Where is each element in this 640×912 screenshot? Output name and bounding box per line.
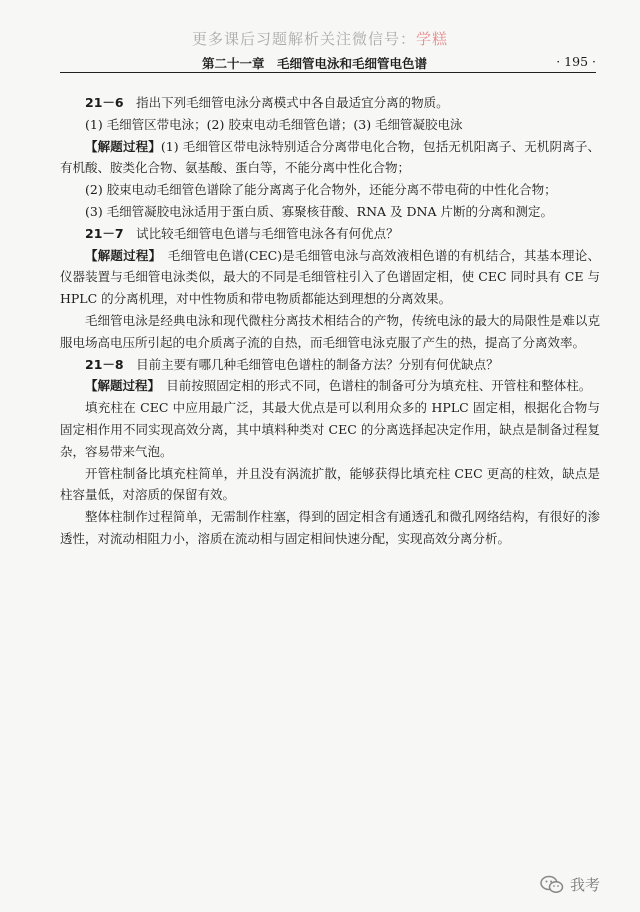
solution-paragraph: 整体柱制作过程简单，无需制作柱塞，得到的固定相含有通透孔和微孔网络结构，有很好的渗透性，对流动相阻力小，溶质在流动相与固定相间快速分配，实现高效分离分析。: [60, 509, 600, 546]
watermark-text: 更多课后习题解析关注微信号：: [191, 30, 416, 48]
question-number: 21－7: [85, 225, 124, 241]
solution-21-8: [60, 375, 600, 397]
question-options: (1) 毛细管区带电泳；(2) 胶束电动毛细管色谱；(3) 毛细管凝胶电泳: [85, 116, 463, 132]
question-text: 指出下列毛细管电泳分离模式中各自最适宜分离的物质。: [136, 95, 449, 110]
question-text: 目前主要有哪几种毛细管电色谱柱的制备方法？分别有何优缺点？: [136, 356, 499, 372]
solution-label: 【解题过程】: [85, 378, 154, 394]
watermark-brand: 学糕: [416, 30, 449, 48]
solution-21-7: [60, 245, 600, 310]
page-header: [60, 54, 596, 73]
watermark: [0, 28, 640, 49]
page-content: [60, 92, 600, 550]
question-number: 21－6: [85, 95, 124, 110]
question-text: 试比较毛细管电色谱与毛细管电泳各有何优点？: [136, 225, 399, 241]
solution-text: (1) 毛细管区带电泳特别适合分离带电化合物，包括无机阳离子、无机阴离子、有机酸、胺类化合物、氨基酸、蛋白等，不能分离中性化合物；: [60, 138, 600, 176]
wechat-icon: [540, 875, 564, 895]
chapter-title: 第二十一章 毛细管电泳和毛细管电色谱: [202, 56, 428, 71]
page-number: · 195 ·: [556, 54, 596, 69]
question-21-8: [60, 354, 600, 376]
solution-paragraph: (3) 毛细管凝胶电泳适用于蛋白质、寡聚核苷酸、RNA 及 DNA 片断的分离和测定。: [85, 203, 553, 219]
question-number: 21－8: [85, 356, 124, 372]
question-21-6: [60, 92, 600, 114]
solution-21-6: [60, 136, 600, 180]
solution-paragraph: (2) 胶束电动毛细管色谱除了能分离离子化合物外，还能分离不带电荷的中性化合物；: [85, 182, 557, 198]
solution-text: 毛细管电色谱(CEC)是毛细管电泳与高效液相色谱的有机结合，其基本理论、仪器装置与毛细管电泳类似，最大的不同是毛细管柱引入了色谱固定相，使 CEC 同时具有 CE 与 HPLC 的分离机理，对中性物质和带电物质都能达到理想的分离效果。: [60, 247, 600, 307]
solution-paragraph: 填充柱在 CEC 中应用最广泛，其最大优点是可以利用众多的 HPLC 固定相，根据化合物与固定相作用不同实现高效分离，其中填料种类对 CEC 的分离选择起决定作用，缺点是制备过程复杂，容易带来气泡。: [60, 400, 600, 459]
solution-paragraph: 开管柱制备比填充柱简单，并且没有涡流扩散，能够获得比填充柱 CEC 更高的柱效，缺点是柱容量低，对溶质的保留有效。: [60, 465, 600, 503]
solution-label: 【解题过程】: [85, 247, 156, 263]
solution-label: 【解题过程】: [85, 138, 161, 154]
logo-text: 我考: [570, 876, 601, 894]
solution-text: 目前按照固定相的形式不同，色谱柱的制备可分为填充柱、开管柱和整体柱。: [166, 378, 592, 394]
solution-paragraph: 毛细管电泳是经典电泳和现代微柱分离技术相结合的产物，传统电泳的最大的局限性是难以克服电场高电压所引起的电介质离子流的自热，而毛细管电泳克服了产生的热，提高了分离效率。: [60, 312, 600, 350]
wechat-logo: [540, 874, 600, 895]
question-21-7: [60, 223, 600, 245]
